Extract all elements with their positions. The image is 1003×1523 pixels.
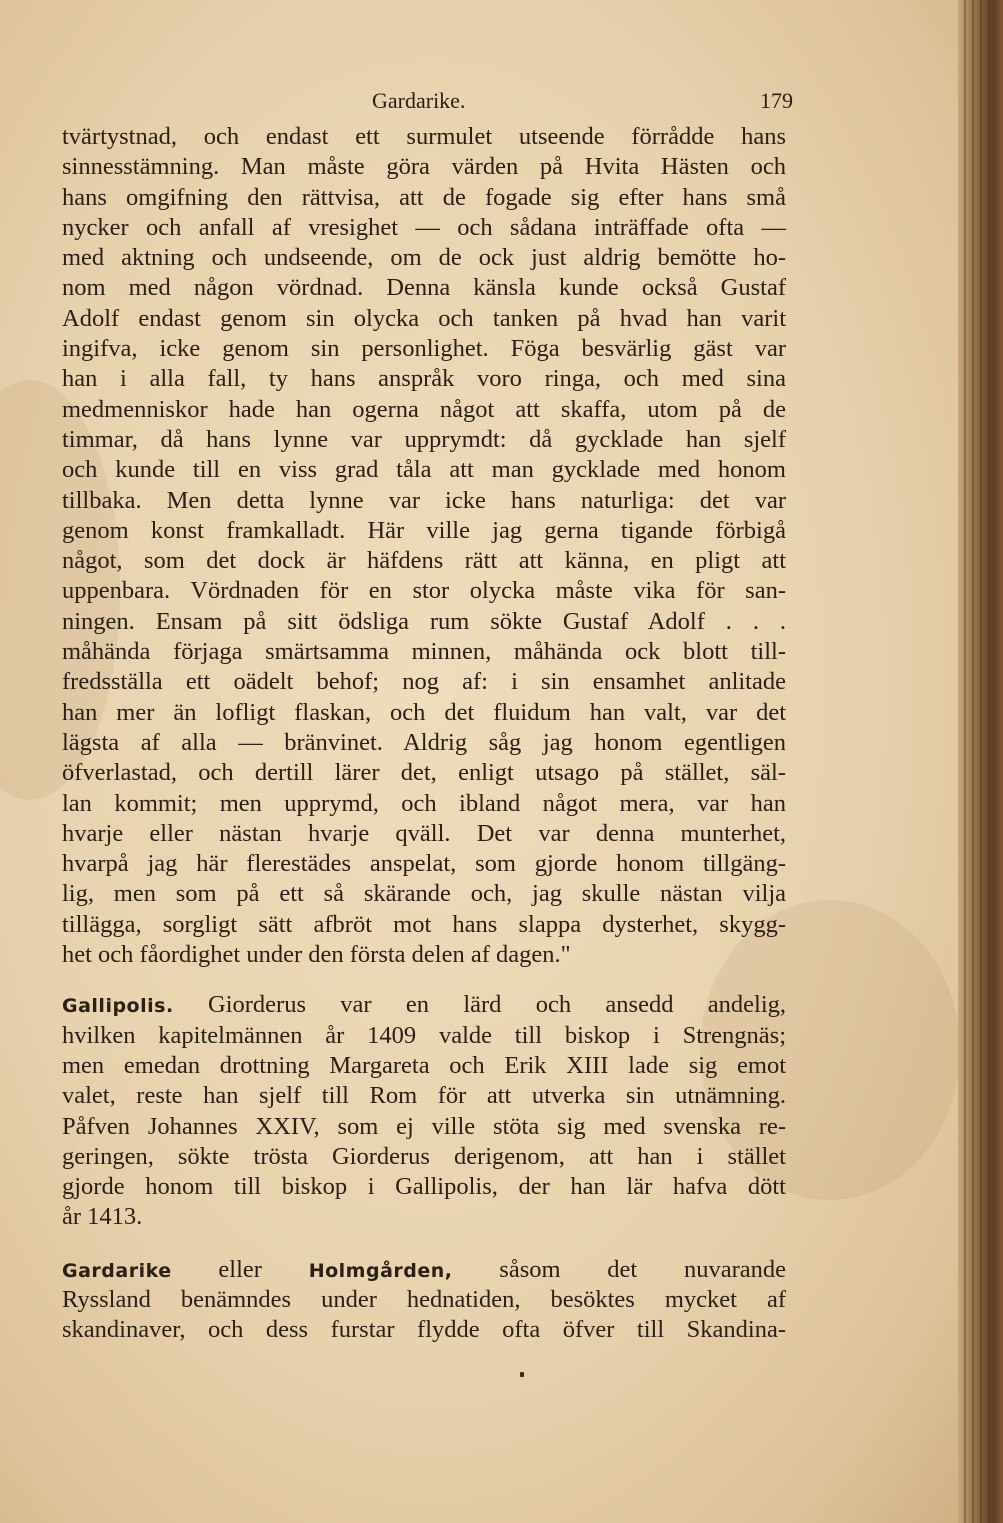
text-line: han i alla fall, ty hans anspråk voro ringa, och med sina xyxy=(62,365,786,393)
paragraph-1 xyxy=(62,122,786,970)
text-line: nom med någon vördnad. Denna känsla kunde också Gustaf xyxy=(62,274,786,302)
ink-speck xyxy=(520,1372,524,1377)
text-line: Adolf endast genom sin olycka och tanken på hvad han varit xyxy=(62,304,786,332)
text-line: lan kommit; men upprymd, och ibland något mera, var han xyxy=(62,789,786,817)
text-line: måhända förjaga smärtsamma minnen, måhända ock blott till- xyxy=(62,638,786,666)
entry-connector: eller xyxy=(218,1255,262,1283)
paragraph-gap xyxy=(62,970,786,990)
paragraph-3 xyxy=(62,1255,786,1346)
text-line: öfverlastad, och dertill lärer det, enligt utsago på stället, säl- xyxy=(62,759,786,787)
entry-heading: Gardarike xyxy=(62,1259,172,1282)
text-line: genom konst framkalladt. Här ville jag gerna tigande förbigå xyxy=(62,516,786,544)
entry-text: såsom det nuvarande xyxy=(499,1255,787,1283)
text-line: Påfven Johannes XXIV, som ej ville stöta sig med svenska re- xyxy=(62,1112,786,1140)
text-line xyxy=(62,990,786,1020)
text-line: med aktning och undseende, om de ock just aldrig bemötte ho- xyxy=(62,244,786,272)
text-line: tillägga, sorgligt sätt afbröt mot hans slappa dysterhet, skygg- xyxy=(62,910,786,938)
text-line: han mer än lofligt flaskan, och det fluidum han valt, var det xyxy=(62,698,786,726)
entry-heading-alt: Holmgården, xyxy=(308,1259,453,1282)
text-line: fredsställa ett oädelt behof; nog af: i sin ensamhet anlitade xyxy=(62,668,786,696)
text-line: skandinaver, och dess furstar flydde ofta öfver till Skandina- xyxy=(62,1316,786,1344)
text-line: hvarje eller nästan hvarje qväll. Det var denna munterhet, xyxy=(62,819,786,847)
text-line: men emedan drottning Margareta och Erik XIII lade sig emot xyxy=(62,1051,786,1079)
text-line: ningen. Ensam på sitt ödsliga rum sökte Gustaf Adolf . . . xyxy=(62,607,786,635)
text-line: och kunde till en viss grad tåla att man gycklade med honom xyxy=(62,456,786,484)
text-line: nycker och anfall af vresighet — och sådana inträffade ofta — xyxy=(62,213,786,241)
page-number: 179 xyxy=(760,88,793,113)
entry-text: Giorderus var en lärd och ansedd andelig, xyxy=(208,991,787,1019)
edge-line xyxy=(980,0,982,1523)
text-line: valet, reste han sjelf till Rom för att utverka sin utnämning. xyxy=(62,1082,786,1110)
text-line: hvarpå jag här flerestädes anspelat, som gjorde honom tillgäng- xyxy=(62,850,786,878)
text-line: timmar, då hans lynne var upprymdt: då gycklade han sjelf xyxy=(62,425,786,453)
running-title: Gardarike. xyxy=(372,88,466,113)
text-line xyxy=(62,1255,786,1285)
text-line: något, som det dock är häfdens rätt att känna, en pligt att xyxy=(62,547,786,575)
paragraph-2 xyxy=(62,990,786,1232)
text-line: geringen, sökte trösta Giorderus derigenom, att han i stället xyxy=(62,1142,786,1170)
edge-line xyxy=(988,0,990,1523)
text-line: ingifva, icke genom sin personlighet. Föga besvärlig gäst var xyxy=(62,335,786,363)
running-head xyxy=(0,84,958,118)
text-line: lig, men som på ett så skärande och, jag skulle nästan vilja xyxy=(62,880,786,908)
text-line: lägsta af alla — bränvinet. Aldrig såg jag honom egentligen xyxy=(62,728,786,756)
text-line: Ryssland benämndes under hednatiden, besöktes mycket af xyxy=(62,1285,786,1313)
edge-line xyxy=(964,0,966,1523)
book-spine-edge xyxy=(958,0,1003,1523)
entry-heading: Gallipolis. xyxy=(62,995,174,1018)
text-line: tvärtystnad, och endast ett surmulet utseende förrådde hans xyxy=(62,123,786,150)
edge-line xyxy=(972,0,974,1523)
text-line: år 1413. xyxy=(62,1203,143,1231)
paragraph-gap xyxy=(62,1233,786,1255)
text-line: medmenniskor hade han ogerna något att skaffa, utom på de xyxy=(62,395,786,423)
text-line: gjorde honom till biskop i Gallipolis, der han lär hafva dött xyxy=(62,1173,786,1201)
text-line: tillbaka. Men detta lynne var icke hans naturliga: det var xyxy=(62,486,786,514)
body-text xyxy=(62,122,786,1346)
text-line: het och fåordighet under den första delen af dagen." xyxy=(62,941,571,969)
text-line: uppenbara. Vördnaden för en stor olycka måste vika för san- xyxy=(62,577,786,605)
text-line: hvilken kapitelmännen år 1409 valde till biskop i Strengnäs; xyxy=(62,1021,786,1049)
text-line: hans omgifning den rättvisa, att de fogade sig efter hans små xyxy=(62,183,786,211)
text-line: sinnesstämning. Man måste göra värden på Hvita Hästen och xyxy=(62,153,786,181)
